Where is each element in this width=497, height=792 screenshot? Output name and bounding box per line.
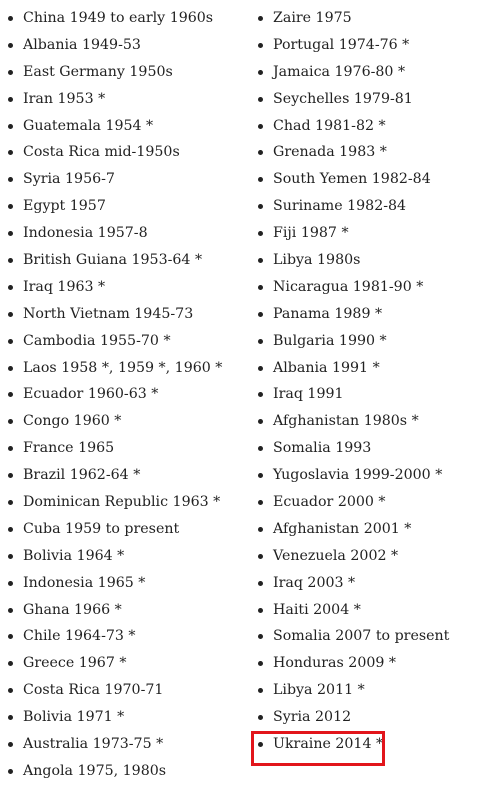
- list-item-text: Grenada 1983 *: [273, 144, 387, 161]
- bullet-icon: [8, 527, 13, 532]
- bullet-icon: [258, 231, 263, 236]
- list-item-text: North Vietnam 1945-73: [23, 305, 194, 322]
- list-item-text: Australia 1973-75 *: [23, 736, 164, 753]
- list-item: [0, 543, 248, 570]
- list-item-text: France 1965: [23, 440, 115, 457]
- bullet-icon: [258, 97, 263, 102]
- list-item-text: Albania 1949-53: [23, 36, 141, 53]
- list-item: [250, 462, 497, 489]
- list-item: [250, 139, 497, 166]
- list-item-text: Costa Rica mid-1950s: [23, 144, 180, 161]
- list-item-text: Egypt 1957: [23, 198, 106, 215]
- list-item-text: Bulgaria 1990 *: [273, 332, 387, 349]
- bullet-icon: [8, 204, 13, 209]
- list-item-text: Venezuela 2002 *: [273, 547, 399, 564]
- bullet-icon: [258, 419, 263, 424]
- bullet-icon: [258, 527, 263, 532]
- list-item: [250, 5, 497, 32]
- bullet-icon: [8, 554, 13, 559]
- list-item-text: Ecuador 1960-63 *: [23, 386, 159, 403]
- list-item-text: Somalia 1993: [273, 440, 372, 457]
- bullet-icon: [8, 742, 13, 747]
- list-item-text: Somalia 2007 to present: [273, 628, 450, 645]
- bullet-icon: [8, 177, 13, 182]
- bullet-icon: [258, 366, 263, 371]
- list-item: [250, 408, 497, 435]
- bullet-icon: [8, 581, 13, 586]
- list-item: [0, 113, 248, 140]
- list-item: [250, 247, 497, 274]
- list-item: [250, 489, 497, 516]
- bullet-icon: [8, 688, 13, 693]
- list-item: [250, 677, 497, 704]
- bullet-icon: [258, 661, 263, 666]
- list-item: [250, 516, 497, 543]
- list-item-text: Libya 1980s: [273, 252, 361, 269]
- list-item: [0, 220, 248, 247]
- bullet-icon: [258, 581, 263, 586]
- list-item: [0, 408, 248, 435]
- bullet-icon: [258, 446, 263, 451]
- bullet-icon: [258, 500, 263, 505]
- list-item-text: Yugoslavia 1999-2000 *: [273, 467, 443, 484]
- list-item-text: Iraq 1963 *: [23, 278, 106, 295]
- list-item-text: Portugal 1974-76 *: [273, 36, 410, 53]
- list-item: [250, 274, 497, 301]
- list-item-text: South Yemen 1982-84: [273, 171, 431, 188]
- bullet-icon: [8, 285, 13, 290]
- list-item-text: Guatemala 1954 *: [23, 117, 154, 134]
- bullet-icon: [258, 70, 263, 75]
- bullet-icon: [258, 634, 263, 639]
- bullet-icon: [8, 500, 13, 505]
- list-item-text: Afghanistan 1980s *: [273, 413, 419, 430]
- list-item: [0, 462, 248, 489]
- list-item: [250, 301, 497, 328]
- list-item: [0, 731, 248, 758]
- list-item: [0, 301, 248, 328]
- list-item-text: Ukraine 2014 *: [273, 736, 384, 753]
- list-item-text: Fiji 1987 *: [273, 225, 349, 242]
- list-item-text: Chile 1964-73 *: [23, 628, 136, 645]
- list-item-text: China 1949 to early 1960s: [23, 10, 214, 26]
- list-item: [0, 381, 248, 408]
- bullet-icon: [8, 150, 13, 155]
- list-item: [0, 623, 248, 650]
- list-item-text: Libya 2011 *: [273, 682, 365, 699]
- bullet-icon: [258, 43, 263, 48]
- bullet-icon: [8, 446, 13, 451]
- bullet-icon: [258, 392, 263, 397]
- list-item: [0, 32, 248, 59]
- bullet-icon: [258, 177, 263, 182]
- list-item-text: Costa Rica 1970-71: [23, 682, 164, 699]
- bullet-icon: [8, 419, 13, 424]
- list-item-text: Afghanistan 2001 *: [273, 520, 412, 537]
- bullet-icon: [258, 16, 263, 21]
- list-item: [0, 570, 248, 597]
- bullet-icon: [258, 150, 263, 155]
- bullet-icon: [8, 16, 13, 21]
- list-item-text: Haiti 2004 *: [273, 601, 361, 618]
- bullet-icon: [258, 715, 263, 720]
- list-item: [0, 704, 248, 731]
- list-item-text: Suriname 1982-84: [273, 198, 407, 215]
- list-item: [250, 193, 497, 220]
- bullet-icon: [8, 661, 13, 666]
- ukraine-highlight-box: [251, 731, 385, 766]
- bullet-icon: [258, 312, 263, 317]
- list-item: [250, 623, 497, 650]
- list-item: [250, 355, 497, 382]
- list-item: [250, 328, 497, 355]
- bullet-icon: [258, 285, 263, 290]
- bullet-icon: [258, 554, 263, 559]
- left-column-list: [0, 5, 248, 785]
- list-item-text: British Guiana 1953-64 *: [23, 252, 203, 269]
- list-item-text: Panama 1989 *: [273, 305, 383, 322]
- list-item: [0, 59, 248, 86]
- list-item: [0, 5, 248, 32]
- list-item-text: Seychelles 1979-81: [273, 90, 413, 107]
- list-item: [250, 435, 497, 462]
- bullet-icon: [8, 473, 13, 478]
- bullet-icon: [8, 608, 13, 613]
- list-item: [250, 59, 497, 86]
- list-item: [0, 758, 248, 785]
- list-item-text: Zaire 1975: [273, 10, 352, 26]
- list-item: [0, 139, 248, 166]
- bullet-icon: [8, 769, 13, 774]
- list-item-text: Ghana 1966 *: [23, 601, 122, 618]
- bullet-icon: [8, 43, 13, 48]
- list-item: [250, 570, 497, 597]
- list-item-text: Jamaica 1976-80 *: [273, 63, 406, 80]
- list-item: [0, 166, 248, 193]
- list-item-text: Syria 2012: [273, 709, 352, 726]
- list-item: [0, 247, 248, 274]
- list-item-text: Congo 1960 *: [23, 413, 122, 430]
- list-item: [0, 86, 248, 113]
- bullet-icon: [8, 231, 13, 236]
- bullet-icon: [258, 688, 263, 693]
- list-item: [250, 704, 497, 731]
- bullet-icon: [258, 204, 263, 209]
- list-item-text: Bolivia 1964 *: [23, 547, 125, 564]
- list-item-text: Laos 1958 *, 1959 *, 1960 *: [23, 359, 223, 376]
- bullet-icon: [258, 473, 263, 478]
- list-item: [0, 328, 248, 355]
- list-item: [0, 516, 248, 543]
- bullet-icon: [258, 258, 263, 263]
- list-item-text: Iraq 2003 *: [273, 574, 356, 591]
- list-item-text: Iran 1953 *: [23, 90, 106, 107]
- list-item-text: Cambodia 1955-70 *: [23, 332, 171, 349]
- list-item: [250, 220, 497, 247]
- list-item: [0, 650, 248, 677]
- list-item: [250, 113, 497, 140]
- bullet-icon: [8, 312, 13, 317]
- list-item: [250, 543, 497, 570]
- list-item: [0, 274, 248, 301]
- list-item: [0, 355, 248, 382]
- bullet-icon: [8, 366, 13, 371]
- bullet-icon: [8, 258, 13, 263]
- list-item: [250, 166, 497, 193]
- right-column-list: [250, 5, 497, 758]
- list-item: [0, 435, 248, 462]
- bullet-icon: [8, 715, 13, 720]
- bullet-icon: [8, 339, 13, 344]
- list-item: [0, 489, 248, 516]
- bullet-icon: [8, 70, 13, 75]
- bullet-icon: [258, 608, 263, 613]
- list-item-text: Chad 1981-82 *: [273, 117, 386, 134]
- list-item-text: East Germany 1950s: [23, 63, 173, 80]
- bullet-icon: [258, 339, 263, 344]
- list-item: [250, 86, 497, 113]
- list-item-text: Bolivia 1971 *: [23, 709, 125, 726]
- list-item-text: Angola 1975, 1980s: [23, 762, 167, 779]
- list-item: [0, 677, 248, 704]
- list-item: [250, 32, 497, 59]
- list-item: [250, 381, 497, 408]
- bullet-icon: [8, 124, 13, 129]
- bullet-icon: [8, 634, 13, 639]
- bullet-icon: [8, 97, 13, 102]
- list-item-text: Cuba 1959 to present: [23, 520, 180, 537]
- list-item: [250, 650, 497, 677]
- list-item-text: Greece 1967 *: [23, 655, 127, 672]
- list-item-text: Brazil 1962-64 *: [23, 467, 141, 484]
- list-item: [0, 597, 248, 624]
- list-item-text: Iraq 1991: [273, 386, 344, 403]
- bullet-icon: [8, 392, 13, 397]
- list-item-text: Nicaragua 1981-90 *: [273, 278, 424, 295]
- list-item-text: Syria 1956-7: [23, 171, 115, 188]
- list-item: [250, 597, 497, 624]
- list-item-text: Honduras 2009 *: [273, 655, 397, 672]
- list-item-text: Indonesia 1957-8: [23, 225, 148, 242]
- list-item-text: Dominican Republic 1963 *: [23, 494, 221, 511]
- list-item: [0, 193, 248, 220]
- bullet-icon: [258, 124, 263, 129]
- list-item-text: Albania 1991 *: [273, 359, 380, 376]
- list-item-text: Ecuador 2000 *: [273, 494, 386, 511]
- list-item-text: Indonesia 1965 *: [23, 574, 146, 591]
